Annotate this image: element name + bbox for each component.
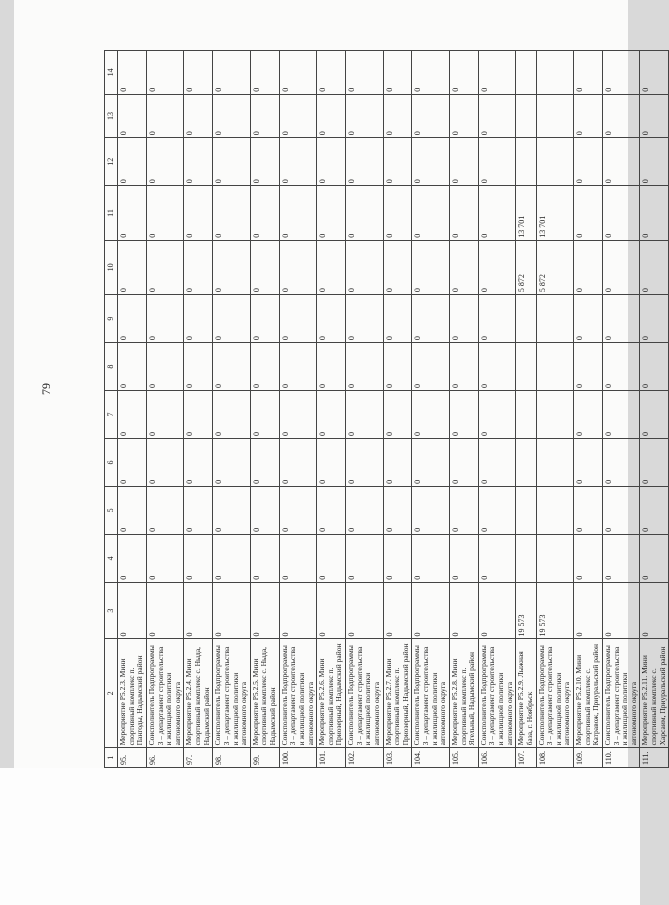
table-row bbox=[602, 51, 640, 768]
value-cell: 0 bbox=[146, 343, 184, 391]
row-number: 106. bbox=[478, 748, 516, 768]
value-cell: 0 bbox=[146, 94, 184, 138]
value-cell: 0 bbox=[383, 94, 412, 138]
value-cell: 0 bbox=[184, 438, 213, 486]
column-number-header: 5 bbox=[105, 486, 118, 534]
value-cell: 0 bbox=[184, 534, 213, 582]
column-number-header: 11 bbox=[105, 186, 118, 240]
value-cell bbox=[516, 534, 536, 582]
value-cell bbox=[516, 295, 536, 343]
financing-table bbox=[104, 50, 669, 768]
value-cell: 0 bbox=[213, 343, 251, 391]
value-cell: 0 bbox=[146, 240, 184, 294]
value-cell: 0 bbox=[383, 438, 412, 486]
value-cell: 0 bbox=[383, 138, 412, 186]
row-name: Мероприятие Р5.2.8. Мини спортивный комплекс п. Ягельный, Надымский район bbox=[449, 639, 478, 748]
value-cell: 0 bbox=[346, 138, 384, 186]
value-cell: 0 bbox=[317, 295, 346, 343]
value-cell: 0 bbox=[383, 295, 412, 343]
value-cell: 0 bbox=[317, 94, 346, 138]
value-cell: 0 bbox=[412, 534, 450, 582]
value-cell: 0 bbox=[118, 343, 147, 391]
row-number: 98. bbox=[213, 748, 251, 768]
value-cell bbox=[536, 534, 574, 582]
value-cell: 0 bbox=[602, 240, 640, 294]
value-cell: 0 bbox=[412, 391, 450, 439]
column-number-header: 2 bbox=[105, 639, 118, 748]
row-name: Соисполнитель Подпрограммы 3 – департамент строительства и жилищной политики автономного округа bbox=[213, 639, 251, 748]
value-cell: 0 bbox=[213, 94, 251, 138]
page-number: 79 bbox=[39, 383, 53, 395]
row-name: Мероприятие Р5.2.5. Мини спортивный комплекс с. Ныда, Надымский район bbox=[250, 639, 279, 748]
value-cell: 0 bbox=[478, 391, 516, 439]
value-cell: 0 bbox=[146, 534, 184, 582]
row-number: 96. bbox=[146, 748, 184, 768]
value-cell: 0 bbox=[250, 486, 279, 534]
value-cell: 0 bbox=[250, 391, 279, 439]
table-row bbox=[640, 51, 669, 768]
value-cell: 0 bbox=[602, 138, 640, 186]
value-cell: 0 bbox=[118, 186, 147, 240]
value-cell: 0 bbox=[279, 391, 317, 439]
value-cell: 0 bbox=[346, 391, 384, 439]
table-area bbox=[104, 50, 667, 768]
row-name: Соисполнитель Подпрограммы 3 – департамент строительства и жилищной политики автономного округа bbox=[536, 639, 574, 748]
value-cell: 0 bbox=[412, 138, 450, 186]
value-cell: 0 bbox=[317, 582, 346, 639]
value-cell: 0 bbox=[412, 94, 450, 138]
value-cell: 0 bbox=[213, 534, 251, 582]
value-cell: 0 bbox=[640, 240, 669, 294]
column-number-header: 10 bbox=[105, 240, 118, 294]
row-number: 107. bbox=[516, 748, 536, 768]
value-cell: 0 bbox=[412, 486, 450, 534]
value-cell: 0 bbox=[478, 138, 516, 186]
value-cell: 0 bbox=[478, 486, 516, 534]
value-cell: 0 bbox=[346, 186, 384, 240]
value-cell: 0 bbox=[412, 582, 450, 639]
row-name: Мероприятие Р5.2.3. Мини спортивный комплекс п. Пангоды, Надымский район bbox=[118, 639, 147, 748]
table-row bbox=[383, 51, 412, 768]
value-cell: 0 bbox=[640, 51, 669, 95]
value-cell: 0 bbox=[146, 486, 184, 534]
value-cell: 0 bbox=[449, 438, 478, 486]
value-cell: 0 bbox=[640, 486, 669, 534]
value-cell: 0 bbox=[412, 186, 450, 240]
value-cell: 0 bbox=[640, 186, 669, 240]
value-cell: 0 bbox=[213, 51, 251, 95]
value-cell: 0 bbox=[412, 295, 450, 343]
value-cell: 0 bbox=[213, 186, 251, 240]
value-cell: 0 bbox=[574, 295, 603, 343]
row-name: Мероприятие Р5.2.10. Мини спортивный комплекс с. Катравож, Приуральский район bbox=[574, 639, 603, 748]
column-number-header: 8 bbox=[105, 343, 118, 391]
row-number: 104. bbox=[412, 748, 450, 768]
value-cell: 0 bbox=[184, 51, 213, 95]
value-cell: 0 bbox=[449, 51, 478, 95]
value-cell: 0 bbox=[574, 391, 603, 439]
value-cell: 0 bbox=[184, 186, 213, 240]
column-number-header: 6 bbox=[105, 438, 118, 486]
value-cell: 0 bbox=[279, 186, 317, 240]
table-row bbox=[279, 51, 317, 768]
value-cell: 0 bbox=[574, 534, 603, 582]
value-cell: 0 bbox=[640, 534, 669, 582]
value-cell: 0 bbox=[383, 240, 412, 294]
value-cell: 0 bbox=[279, 51, 317, 95]
value-cell: 0 bbox=[449, 186, 478, 240]
value-cell: 0 bbox=[184, 138, 213, 186]
value-cell: 0 bbox=[146, 438, 184, 486]
value-cell: 0 bbox=[574, 94, 603, 138]
column-number-header: 13 bbox=[105, 94, 118, 138]
value-cell: 0 bbox=[317, 534, 346, 582]
value-cell: 0 bbox=[146, 295, 184, 343]
value-cell: 0 bbox=[478, 343, 516, 391]
value-cell: 0 bbox=[602, 295, 640, 343]
value-cell: 0 bbox=[383, 186, 412, 240]
value-cell: 0 bbox=[184, 486, 213, 534]
value-cell: 0 bbox=[317, 240, 346, 294]
table-row bbox=[516, 51, 536, 768]
value-cell: 0 bbox=[383, 343, 412, 391]
value-cell: 0 bbox=[118, 94, 147, 138]
value-cell: 0 bbox=[478, 295, 516, 343]
value-cell: 19 573 bbox=[516, 582, 536, 639]
value-cell: 19 573 bbox=[536, 582, 574, 639]
column-number-header: 12 bbox=[105, 138, 118, 186]
value-cell: 0 bbox=[640, 295, 669, 343]
column-number-header: 14 bbox=[105, 51, 118, 95]
row-name: Соисполнитель Подпрограммы 3 – департамент строительства и жилищной политики автономного округа bbox=[146, 639, 184, 748]
value-cell: 0 bbox=[346, 51, 384, 95]
row-name: Соисполнитель Подпрограммы 3 – департамент строительства и жилищной политики автономного округа bbox=[602, 639, 640, 748]
value-cell: 0 bbox=[213, 295, 251, 343]
value-cell: 0 bbox=[118, 138, 147, 186]
value-cell: 0 bbox=[250, 295, 279, 343]
value-cell: 0 bbox=[184, 94, 213, 138]
table-row bbox=[346, 51, 384, 768]
value-cell: 0 bbox=[184, 343, 213, 391]
value-cell: 0 bbox=[146, 582, 184, 639]
row-name: Мероприятие Р5.2.6. Мини спортивный комплекс п. Приозерный, Надымский район bbox=[317, 639, 346, 748]
table-row bbox=[317, 51, 346, 768]
value-cell: 0 bbox=[213, 582, 251, 639]
value-cell bbox=[516, 51, 536, 95]
value-cell: 0 bbox=[412, 240, 450, 294]
value-cell: 0 bbox=[640, 391, 669, 439]
value-cell: 0 bbox=[640, 582, 669, 639]
value-cell: 0 bbox=[346, 582, 384, 639]
value-cell: 0 bbox=[602, 94, 640, 138]
value-cell bbox=[536, 343, 574, 391]
table-row bbox=[536, 51, 574, 768]
value-cell bbox=[536, 94, 574, 138]
column-number-header: 1 bbox=[105, 748, 118, 768]
value-cell: 0 bbox=[478, 438, 516, 486]
value-cell: 0 bbox=[574, 51, 603, 95]
value-cell: 0 bbox=[346, 438, 384, 486]
value-cell: 0 bbox=[412, 343, 450, 391]
value-cell: 0 bbox=[574, 486, 603, 534]
value-cell: 0 bbox=[213, 391, 251, 439]
value-cell: 5 872 bbox=[516, 240, 536, 294]
value-cell: 0 bbox=[250, 343, 279, 391]
value-cell: 0 bbox=[279, 295, 317, 343]
value-cell: 0 bbox=[449, 486, 478, 534]
value-cell: 0 bbox=[317, 438, 346, 486]
value-cell: 0 bbox=[317, 51, 346, 95]
value-cell: 0 bbox=[250, 534, 279, 582]
value-cell: 0 bbox=[602, 438, 640, 486]
value-cell: 0 bbox=[184, 391, 213, 439]
value-cell: 0 bbox=[184, 295, 213, 343]
value-cell: 0 bbox=[478, 582, 516, 639]
value-cell: 0 bbox=[449, 240, 478, 294]
row-name: Соисполнитель Подпрограммы 3 – департамент строительства и жилищной политики автономного округа bbox=[478, 639, 516, 748]
value-cell: 0 bbox=[602, 534, 640, 582]
value-cell: 0 bbox=[279, 343, 317, 391]
table-row bbox=[213, 51, 251, 768]
value-cell: 0 bbox=[574, 343, 603, 391]
row-name: Мероприятие Р5.2.4. Мини спортивный комплекс с. Ныда, Надымский район bbox=[184, 639, 213, 748]
value-cell: 0 bbox=[383, 534, 412, 582]
value-cell: 0 bbox=[279, 582, 317, 639]
row-number: 102. bbox=[346, 748, 384, 768]
column-number-header: 7 bbox=[105, 391, 118, 439]
table-row bbox=[449, 51, 478, 768]
row-name: Соисполнитель Подпрограммы 3 – департамент строительства и жилищной политики автономного округа bbox=[412, 639, 450, 748]
value-cell: 0 bbox=[640, 94, 669, 138]
value-cell bbox=[536, 486, 574, 534]
value-cell bbox=[516, 138, 536, 186]
value-cell: 0 bbox=[213, 138, 251, 186]
value-cell: 0 bbox=[449, 138, 478, 186]
value-cell: 0 bbox=[602, 343, 640, 391]
row-name: Мероприятие Р5.2.9. Лыжная база, г. Ноябрьск bbox=[516, 639, 536, 748]
value-cell bbox=[536, 391, 574, 439]
value-cell: 0 bbox=[346, 295, 384, 343]
value-cell: 0 bbox=[449, 391, 478, 439]
value-cell: 0 bbox=[118, 582, 147, 639]
value-cell: 0 bbox=[250, 186, 279, 240]
value-cell: 5 872 bbox=[536, 240, 574, 294]
row-name: Мероприятие Р5.2.7. Мини спортивный комплекс п. Приозерный, Надымский район bbox=[383, 639, 412, 748]
value-cell: 0 bbox=[317, 391, 346, 439]
table-row bbox=[118, 51, 147, 768]
row-number: 111. bbox=[640, 748, 669, 768]
value-cell: 0 bbox=[574, 582, 603, 639]
table-row bbox=[250, 51, 279, 768]
value-cell bbox=[536, 295, 574, 343]
value-cell: 0 bbox=[412, 51, 450, 95]
row-number: 100. bbox=[279, 748, 317, 768]
value-cell: 13 701 bbox=[536, 186, 574, 240]
value-cell: 0 bbox=[478, 51, 516, 95]
value-cell: 0 bbox=[250, 240, 279, 294]
value-cell: 0 bbox=[146, 138, 184, 186]
table-row bbox=[412, 51, 450, 768]
value-cell: 0 bbox=[383, 486, 412, 534]
table-row bbox=[184, 51, 213, 768]
value-cell: 0 bbox=[279, 534, 317, 582]
value-cell: 0 bbox=[640, 438, 669, 486]
value-cell: 0 bbox=[449, 534, 478, 582]
value-cell: 0 bbox=[602, 186, 640, 240]
value-cell: 0 bbox=[478, 240, 516, 294]
value-cell: 0 bbox=[250, 51, 279, 95]
value-cell: 0 bbox=[118, 486, 147, 534]
value-cell: 0 bbox=[146, 391, 184, 439]
header-row bbox=[105, 51, 118, 768]
value-cell: 0 bbox=[213, 486, 251, 534]
value-cell: 0 bbox=[118, 240, 147, 294]
value-cell: 0 bbox=[279, 438, 317, 486]
value-cell: 0 bbox=[574, 138, 603, 186]
row-number: 99. bbox=[250, 748, 279, 768]
table-row bbox=[574, 51, 603, 768]
value-cell: 0 bbox=[478, 186, 516, 240]
value-cell: 0 bbox=[449, 582, 478, 639]
row-number: 105. bbox=[449, 748, 478, 768]
row-number: 97. bbox=[184, 748, 213, 768]
value-cell bbox=[536, 138, 574, 186]
value-cell: 0 bbox=[602, 391, 640, 439]
value-cell: 0 bbox=[118, 391, 147, 439]
value-cell: 0 bbox=[118, 438, 147, 486]
table-row bbox=[146, 51, 184, 768]
value-cell: 0 bbox=[346, 240, 384, 294]
table-row bbox=[478, 51, 516, 768]
row-name: Соисполнитель Подпрограммы 3 – департамент строительства и жилищной политики автономного округа bbox=[279, 639, 317, 748]
value-cell: 0 bbox=[213, 240, 251, 294]
value-cell: 0 bbox=[184, 582, 213, 639]
value-cell bbox=[536, 438, 574, 486]
column-number-header: 9 bbox=[105, 295, 118, 343]
value-cell: 0 bbox=[412, 438, 450, 486]
value-cell: 0 bbox=[317, 486, 346, 534]
value-cell: 0 bbox=[574, 438, 603, 486]
row-name: Соисполнитель Подпрограммы 3 – департамент строительства и жилищной политики автономного округа bbox=[346, 639, 384, 748]
value-cell: 0 bbox=[602, 51, 640, 95]
value-cell: 0 bbox=[279, 138, 317, 186]
value-cell: 0 bbox=[250, 94, 279, 138]
value-cell bbox=[516, 486, 536, 534]
value-cell: 0 bbox=[449, 295, 478, 343]
value-cell: 0 bbox=[478, 534, 516, 582]
value-cell bbox=[536, 51, 574, 95]
value-cell: 0 bbox=[317, 343, 346, 391]
value-cell: 0 bbox=[574, 240, 603, 294]
value-cell: 0 bbox=[449, 343, 478, 391]
value-cell: 0 bbox=[279, 94, 317, 138]
value-cell: 0 bbox=[346, 343, 384, 391]
value-cell: 0 bbox=[279, 486, 317, 534]
row-number: 108. bbox=[536, 748, 574, 768]
row-number: 95. bbox=[118, 748, 147, 768]
value-cell: 0 bbox=[449, 94, 478, 138]
value-cell: 0 bbox=[250, 138, 279, 186]
value-cell: 0 bbox=[250, 438, 279, 486]
value-cell bbox=[516, 391, 536, 439]
value-cell: 0 bbox=[146, 186, 184, 240]
value-cell: 0 bbox=[184, 240, 213, 294]
page-background bbox=[0, 768, 640, 905]
column-number-header: 4 bbox=[105, 534, 118, 582]
value-cell: 0 bbox=[602, 582, 640, 639]
value-cell: 0 bbox=[640, 138, 669, 186]
value-cell: 0 bbox=[279, 240, 317, 294]
value-cell: 13 701 bbox=[516, 186, 536, 240]
row-name: Мероприятие Р5.2.11. Мини спортивный комплекс с. Харсаим, Приуральский район bbox=[640, 639, 669, 748]
value-cell bbox=[516, 94, 536, 138]
row-number: 109. bbox=[574, 748, 603, 768]
value-cell: 0 bbox=[346, 94, 384, 138]
row-number: 103. bbox=[383, 748, 412, 768]
column-number-header: 3 bbox=[105, 582, 118, 639]
value-cell: 0 bbox=[383, 582, 412, 639]
value-cell bbox=[516, 438, 536, 486]
value-cell: 0 bbox=[317, 138, 346, 186]
value-cell: 0 bbox=[317, 186, 346, 240]
value-cell: 0 bbox=[346, 534, 384, 582]
value-cell: 0 bbox=[118, 51, 147, 95]
value-cell bbox=[516, 343, 536, 391]
value-cell: 0 bbox=[118, 295, 147, 343]
value-cell: 0 bbox=[383, 51, 412, 95]
value-cell: 0 bbox=[346, 486, 384, 534]
value-cell: 0 bbox=[478, 94, 516, 138]
value-cell: 0 bbox=[250, 582, 279, 639]
row-number: 110. bbox=[602, 748, 640, 768]
value-cell: 0 bbox=[574, 186, 603, 240]
value-cell: 0 bbox=[640, 343, 669, 391]
value-cell: 0 bbox=[118, 534, 147, 582]
value-cell: 0 bbox=[383, 391, 412, 439]
row-number: 101. bbox=[317, 748, 346, 768]
value-cell: 0 bbox=[213, 438, 251, 486]
value-cell: 0 bbox=[602, 486, 640, 534]
rotated-table-wrapper bbox=[104, 50, 667, 768]
value-cell: 0 bbox=[146, 51, 184, 95]
